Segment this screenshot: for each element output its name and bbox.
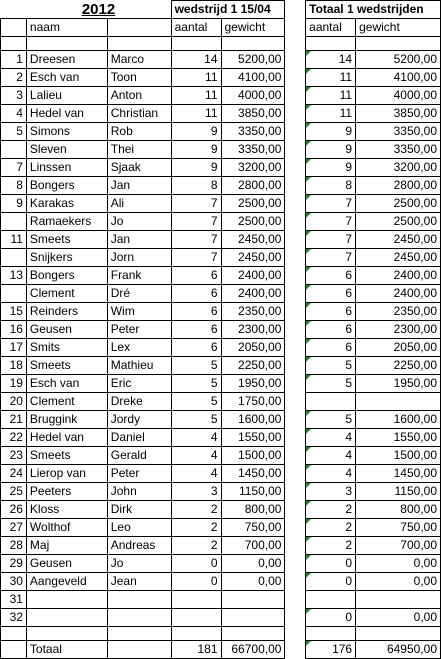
aantal-1-cell: 3 [171,483,221,501]
table-row [1,105,441,123]
gewicht-1-cell: 1600,00 [221,411,285,429]
gewicht-1-cell: 3350,00 [221,123,285,141]
gewicht-1-cell: 4000,00 [221,87,285,105]
aantal-1-cell: 11 [171,69,221,87]
gewicht-1-cell: 3850,00 [221,105,285,123]
rank-cell: 1 [1,51,27,69]
rank-cell [1,213,27,231]
gewicht-1-cell: 1950,00 [221,375,285,393]
aantal-1-cell: 6 [171,321,221,339]
gewicht-1-cell: 1150,00 [221,483,285,501]
table-row [1,393,441,411]
gewicht-2-cell: 750,00 [356,519,441,537]
aantal-2-cell: 0 [306,573,356,591]
table-row [1,123,441,141]
last-name-cell [26,591,107,609]
gewicht-2-cell: 5200,00 [356,51,441,69]
first-name-cell: Jean [107,573,171,591]
gewicht-1-cell [221,591,285,609]
gewicht-2-cell: 3850,00 [356,105,441,123]
aantal-2-cell: 5 [306,411,356,429]
gewicht-2-cell: 2300,00 [356,321,441,339]
last-name-cell: Hedel van [26,429,107,447]
aantal-2-cell: 8 [306,177,356,195]
table-row [1,339,441,357]
aantal-2-cell: 7 [306,195,356,213]
table-row [1,267,441,285]
last-name-cell: Hedel van [26,105,107,123]
gewicht-1-cell: 3350,00 [221,141,285,159]
gewicht-2-cell: 2400,00 [356,285,441,303]
first-name-cell: Sjaak [107,159,171,177]
gewicht-1-cell: 5200,00 [221,51,285,69]
gewicht-1-cell: 2800,00 [221,177,285,195]
table-row [1,537,441,555]
first-name-cell: Lex [107,339,171,357]
table-row [1,159,441,177]
last-name-cell: Clement [26,393,107,411]
gewicht-1-cell: 750,00 [221,519,285,537]
first-name-cell: Frank [107,267,171,285]
totals-row [1,641,441,659]
gewicht-1-cell: 2250,00 [221,357,285,375]
first-name-cell: Toon [107,69,171,87]
table-row [1,411,441,429]
first-name-cell: Jo [107,555,171,573]
aantal-2-cell: 9 [306,159,356,177]
table-row [1,501,441,519]
gewicht-1-cell: 2050,00 [221,339,285,357]
gewicht-1-cell: 2300,00 [221,321,285,339]
last-name-cell: Clement [26,285,107,303]
gewicht-1-cell: 1750,00 [221,393,285,411]
gewicht-2-cell: 2450,00 [356,231,441,249]
gewicht-2-cell: 1500,00 [356,447,441,465]
aantal-2-cell: 9 [306,141,356,159]
aantal-2-cell: 6 [306,339,356,357]
gewicht-2-cell: 2500,00 [356,195,441,213]
aantal-1-cell: 9 [171,159,221,177]
gewicht-1-cell: 800,00 [221,501,285,519]
aantal-1-cell: 2 [171,501,221,519]
rank-cell [1,249,27,267]
last-name-cell: Esch van [26,375,107,393]
aantal-1-cell: 0 [171,573,221,591]
rank-cell: 7 [1,159,27,177]
gewicht-2-cell: 1550,00 [356,429,441,447]
rank-cell: 28 [1,537,27,555]
rank-cell: 21 [1,411,27,429]
last-name-cell: Peeters [26,483,107,501]
gewicht-2-cell: 700,00 [356,537,441,555]
aantal-2-cell: 2 [306,519,356,537]
aantal-1-cell: 7 [171,231,221,249]
table-row [1,465,441,483]
gewicht-2-cell: 2400,00 [356,267,441,285]
first-name-cell: Jan [107,231,171,249]
aantal-1-cell: 6 [171,339,221,357]
table-row [1,447,441,465]
col-aantal-1: aantal [171,19,221,37]
first-name-cell: Thei [107,141,171,159]
last-name-cell: Reinders [26,303,107,321]
rank-cell [1,141,27,159]
first-name-cell [107,609,171,627]
rank-cell: 18 [1,357,27,375]
aantal-2-cell: 11 [306,87,356,105]
spacer-row [1,37,441,51]
last-name-cell: Bongers [26,177,107,195]
gewicht-2-cell: 2050,00 [356,339,441,357]
gewicht-2-cell [356,591,441,609]
aantal-1-cell: 6 [171,285,221,303]
gewicht-2-cell [356,393,441,411]
first-name-cell: Anton [107,87,171,105]
table-row [1,375,441,393]
last-name-cell: Linssen [26,159,107,177]
header-row-2 [1,19,441,37]
group2-title: Totaal 1 wedstrijden [306,1,441,19]
first-name-cell: Eric [107,375,171,393]
gewicht-2-cell: 0,00 [356,609,441,627]
last-name-cell: Wolthof [26,519,107,537]
gewicht-2-cell: 2350,00 [356,303,441,321]
total-gewicht-2: 64950,00 [356,641,441,659]
table-row [1,69,441,87]
aantal-1-cell: 5 [171,375,221,393]
aantal-2-cell: 6 [306,267,356,285]
gewicht-2-cell: 1150,00 [356,483,441,501]
table-row [1,87,441,105]
aantal-2-cell: 4 [306,465,356,483]
rank-cell: 32 [1,609,27,627]
first-name-cell: Dré [107,285,171,303]
rank-cell: 26 [1,501,27,519]
col-gewicht-2: gewicht [356,19,441,37]
aantal-1-cell: 8 [171,177,221,195]
table-row [1,195,441,213]
gewicht-1-cell: 1450,00 [221,465,285,483]
first-name-cell: Gerald [107,447,171,465]
rank-cell: 25 [1,483,27,501]
gewicht-1-cell: 2400,00 [221,285,285,303]
last-name-cell: Lalieu [26,87,107,105]
last-name-cell: Kloss [26,501,107,519]
aantal-1-cell: 6 [171,303,221,321]
gewicht-2-cell: 2250,00 [356,357,441,375]
aantal-1-cell: 4 [171,429,221,447]
table-row [1,303,441,321]
first-name-cell: Leo [107,519,171,537]
gewicht-1-cell: 700,00 [221,537,285,555]
rank-cell: 19 [1,375,27,393]
aantal-2-cell: 5 [306,357,356,375]
aantal-1-cell: 4 [171,447,221,465]
aantal-2-cell: 11 [306,69,356,87]
aantal-1-cell: 9 [171,123,221,141]
first-name-cell: Jan [107,177,171,195]
aantal-2-cell: 2 [306,537,356,555]
aantal-2-cell: 2 [306,501,356,519]
last-name-cell: Dreesen [26,51,107,69]
last-name-cell: Maj [26,537,107,555]
first-name-cell: Ali [107,195,171,213]
last-name-cell: Simons [26,123,107,141]
rank-cell: 23 [1,447,27,465]
gewicht-1-cell: 2500,00 [221,195,285,213]
first-name-cell [107,591,171,609]
gewicht-2-cell: 3350,00 [356,141,441,159]
rank-cell: 22 [1,429,27,447]
rank-cell: 2 [1,69,27,87]
first-name-cell: Wim [107,303,171,321]
last-name-cell: Lierop van [26,465,107,483]
col-gewicht-1: gewicht [221,19,285,37]
gewicht-1-cell: 0,00 [221,573,285,591]
gewicht-1-cell: 1500,00 [221,447,285,465]
last-name-cell: Smeets [26,357,107,375]
gewicht-1-cell: 2400,00 [221,267,285,285]
rank-cell: 15 [1,303,27,321]
first-name-cell: Daniel [107,429,171,447]
gewicht-2-cell: 1950,00 [356,375,441,393]
gewicht-1-cell: 0,00 [221,555,285,573]
table-row [1,177,441,195]
last-name-cell: Sleven [26,141,107,159]
last-name-cell: Esch van [26,69,107,87]
aantal-1-cell: 11 [171,105,221,123]
rank-cell: 3 [1,87,27,105]
table-row [1,357,441,375]
aantal-1-cell: 2 [171,519,221,537]
gewicht-1-cell: 3200,00 [221,159,285,177]
rank-cell: 13 [1,267,27,285]
rank-cell: 24 [1,465,27,483]
first-name-cell: Rob [107,123,171,141]
rank-cell: 27 [1,519,27,537]
rank-cell: 5 [1,123,27,141]
first-name-cell: Andreas [107,537,171,555]
gewicht-1-cell: 2450,00 [221,231,285,249]
totals-label: Totaal [26,641,107,659]
table-row [1,573,441,591]
aantal-2-cell: 0 [306,555,356,573]
aantal-1-cell: 11 [171,87,221,105]
aantal-1-cell: 7 [171,213,221,231]
last-name-cell: Geusen [26,321,107,339]
rank-cell: 31 [1,591,27,609]
aantal-2-cell: 5 [306,375,356,393]
gewicht-2-cell: 800,00 [356,501,441,519]
table-row [1,429,441,447]
table-row [1,555,441,573]
aantal-2-cell: 6 [306,321,356,339]
aantal-2-cell: 7 [306,213,356,231]
gewicht-1-cell [221,609,285,627]
table-row [1,285,441,303]
year-title: 2012 [81,0,116,18]
gewicht-2-cell: 2500,00 [356,213,441,231]
spacer-row [1,627,441,641]
gewicht-2-cell: 3200,00 [356,159,441,177]
gewicht-1-cell: 4100,00 [221,69,285,87]
table-row [1,609,441,627]
aantal-1-cell: 9 [171,141,221,159]
aantal-2-cell [306,591,356,609]
rank-cell: 17 [1,339,27,357]
table-row [1,483,441,501]
gewicht-1-cell: 2500,00 [221,213,285,231]
aantal-2-cell: 11 [306,105,356,123]
gewicht-2-cell: 2450,00 [356,249,441,267]
aantal-2-cell: 4 [306,447,356,465]
header-row-1 [1,1,441,19]
group1-title: wedstrijd 1 15/04 [171,1,285,19]
aantal-1-cell: 5 [171,411,221,429]
total-aantal-1: 181 [171,641,221,659]
rank-cell: 20 [1,393,27,411]
aantal-2-cell: 4 [306,429,356,447]
total-gewicht-1: 66700,00 [221,641,285,659]
last-name-cell: Smits [26,339,107,357]
first-name-cell: Peter [107,321,171,339]
gewicht-1-cell: 2350,00 [221,303,285,321]
aantal-2-cell: 14 [306,51,356,69]
aantal-1-cell: 7 [171,195,221,213]
gewicht-2-cell: 4100,00 [356,69,441,87]
col-naam: naam [26,19,107,37]
aantal-2-cell [306,393,356,411]
last-name-cell: Smeets [26,447,107,465]
aantal-2-cell: 7 [306,231,356,249]
aantal-1-cell: 2 [171,537,221,555]
gewicht-1-cell: 1550,00 [221,429,285,447]
last-name-cell: Bongers [26,267,107,285]
rank-cell: 29 [1,555,27,573]
last-name-cell: Geusen [26,555,107,573]
last-name-cell [26,609,107,627]
gewicht-2-cell: 4000,00 [356,87,441,105]
first-name-cell: Jo [107,213,171,231]
table-row [1,519,441,537]
gewicht-1-cell: 2450,00 [221,249,285,267]
table-row [1,213,441,231]
gewicht-2-cell: 1600,00 [356,411,441,429]
aantal-1-cell [171,609,221,627]
last-name-cell: Aangeveld [26,573,107,591]
aantal-2-cell: 6 [306,285,356,303]
aantal-2-cell: 6 [306,303,356,321]
rank-cell: 4 [1,105,27,123]
rank-cell: 30 [1,573,27,591]
table-row [1,231,441,249]
first-name-cell: Jordy [107,411,171,429]
rank-cell: 16 [1,321,27,339]
total-aantal-2: 176 [306,641,356,659]
gewicht-2-cell: 2800,00 [356,177,441,195]
rank-cell: 11 [1,231,27,249]
rank-cell [1,285,27,303]
aantal-1-cell: 7 [171,249,221,267]
table-row [1,321,441,339]
last-name-cell: Ramaekers [26,213,107,231]
last-name-cell: Smeets [26,231,107,249]
first-name-cell: Mathieu [107,357,171,375]
gewicht-2-cell: 0,00 [356,573,441,591]
aantal-1-cell: 6 [171,267,221,285]
aantal-1-cell: 5 [171,357,221,375]
aantal-1-cell: 14 [171,51,221,69]
first-name-cell: Peter [107,465,171,483]
aantal-1-cell: 5 [171,393,221,411]
aantal-1-cell [171,591,221,609]
rank-cell: 9 [1,195,27,213]
gewicht-2-cell: 1450,00 [356,465,441,483]
gewicht-2-cell: 3350,00 [356,123,441,141]
last-name-cell: Karakas [26,195,107,213]
aantal-2-cell: 0 [306,609,356,627]
gewicht-2-cell: 0,00 [356,555,441,573]
aantal-2-cell: 3 [306,483,356,501]
last-name-cell: Bruggink [26,411,107,429]
aantal-1-cell: 4 [171,465,221,483]
first-name-cell: John [107,483,171,501]
table-row [1,591,441,609]
table-row [1,51,441,69]
first-name-cell: Jorn [107,249,171,267]
col-aantal-2: aantal [306,19,356,37]
first-name-cell: Marco [107,51,171,69]
first-name-cell: Christian [107,105,171,123]
aantal-2-cell: 9 [306,123,356,141]
last-name-cell: Snijkers [26,249,107,267]
first-name-cell: Dreke [107,393,171,411]
table-row [1,249,441,267]
table-row [1,141,441,159]
aantal-1-cell: 0 [171,555,221,573]
rank-cell: 8 [1,177,27,195]
first-name-cell: Dirk [107,501,171,519]
aantal-2-cell: 7 [306,249,356,267]
